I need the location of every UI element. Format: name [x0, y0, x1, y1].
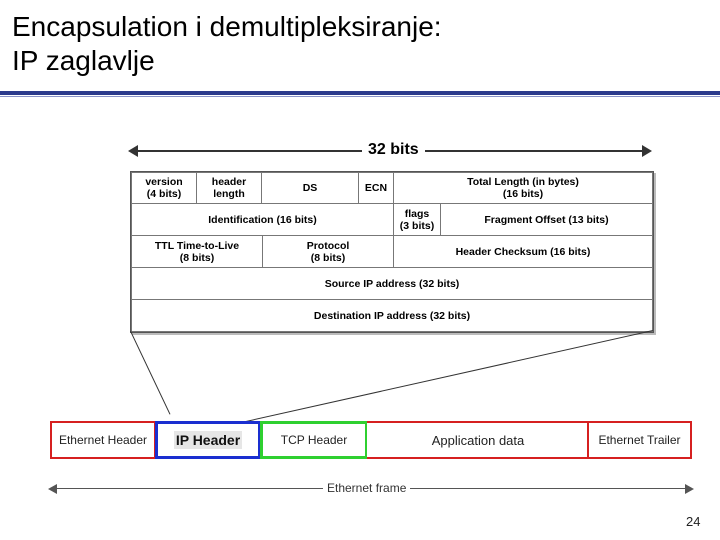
title-underline-thin — [0, 96, 720, 97]
ds-field — [261, 172, 359, 204]
flags-field — [393, 203, 441, 236]
version-field — [131, 172, 197, 204]
title-line-2: IP zaglavlje — [12, 45, 155, 76]
title-line-1: Encapsulation i demultipleksiranje: — [12, 11, 442, 42]
destination-address-label: Destination IP address (32 bits) — [313, 309, 471, 322]
title-underline — [0, 91, 720, 95]
destination-address-field — [131, 299, 653, 332]
header-width-label: 32 bits — [362, 141, 425, 159]
header-length-label-1: header — [211, 176, 247, 188]
protocol-bits: (8 bits) — [310, 251, 346, 264]
frame-length-label: Ethernet frame — [323, 481, 410, 495]
flags-bits: (3 bits) — [399, 219, 435, 232]
slide-title — [12, 10, 442, 78]
ttl-field — [131, 235, 263, 268]
application-data-label: Application data — [431, 432, 525, 448]
ecn-field — [358, 172, 394, 204]
tcp-header-label: TCP Header — [280, 433, 348, 447]
ds-label: DS — [302, 182, 318, 194]
source-address-field — [131, 267, 653, 300]
fragment-offset-field — [440, 203, 653, 236]
ethernet-frame — [50, 421, 692, 459]
ip-header-label: IP Header — [175, 432, 241, 448]
zoom-line-left — [130, 331, 170, 415]
ecn-label: ECN — [364, 182, 388, 194]
page-number: 24 — [686, 514, 701, 529]
total-length-label: Total Length (in bytes) — [467, 176, 579, 188]
checksum-label: Header Checksum (16 bits) — [455, 245, 591, 258]
ethernet-trailer-label: Ethernet Trailer — [598, 433, 681, 447]
flags-label: flags — [404, 207, 430, 220]
identification-label: Identification (16 bits) — [208, 213, 317, 226]
header-length-label-2: length — [213, 188, 245, 200]
fragment-offset-label: Fragment Offset (13 bits) — [484, 213, 609, 226]
protocol-label: Protocol — [306, 239, 350, 252]
checksum-field — [393, 235, 653, 268]
ethernet-header-label: Ethernet Header — [58, 433, 148, 447]
total-length-field — [393, 172, 653, 204]
tcp-header-segment — [260, 421, 368, 459]
total-length-bits: (16 bits) — [502, 188, 544, 200]
source-address-label: Source IP address (32 bits) — [324, 277, 460, 290]
version-bits: (4 bits) — [146, 188, 182, 200]
header-length-field — [196, 172, 262, 204]
ethernet-header-segment — [50, 421, 156, 459]
application-data-segment — [367, 421, 589, 459]
ethernet-trailer-segment — [587, 421, 692, 459]
identification-field — [131, 203, 394, 236]
ip-header-segment — [155, 421, 261, 459]
zoom-line-right — [239, 330, 653, 423]
version-label: version — [145, 176, 183, 188]
ip-header-diagram — [130, 171, 654, 333]
ttl-bits: (8 bits) — [179, 251, 215, 264]
ttl-label: TTL Time-to-Live — [154, 239, 240, 252]
protocol-field — [262, 235, 394, 268]
